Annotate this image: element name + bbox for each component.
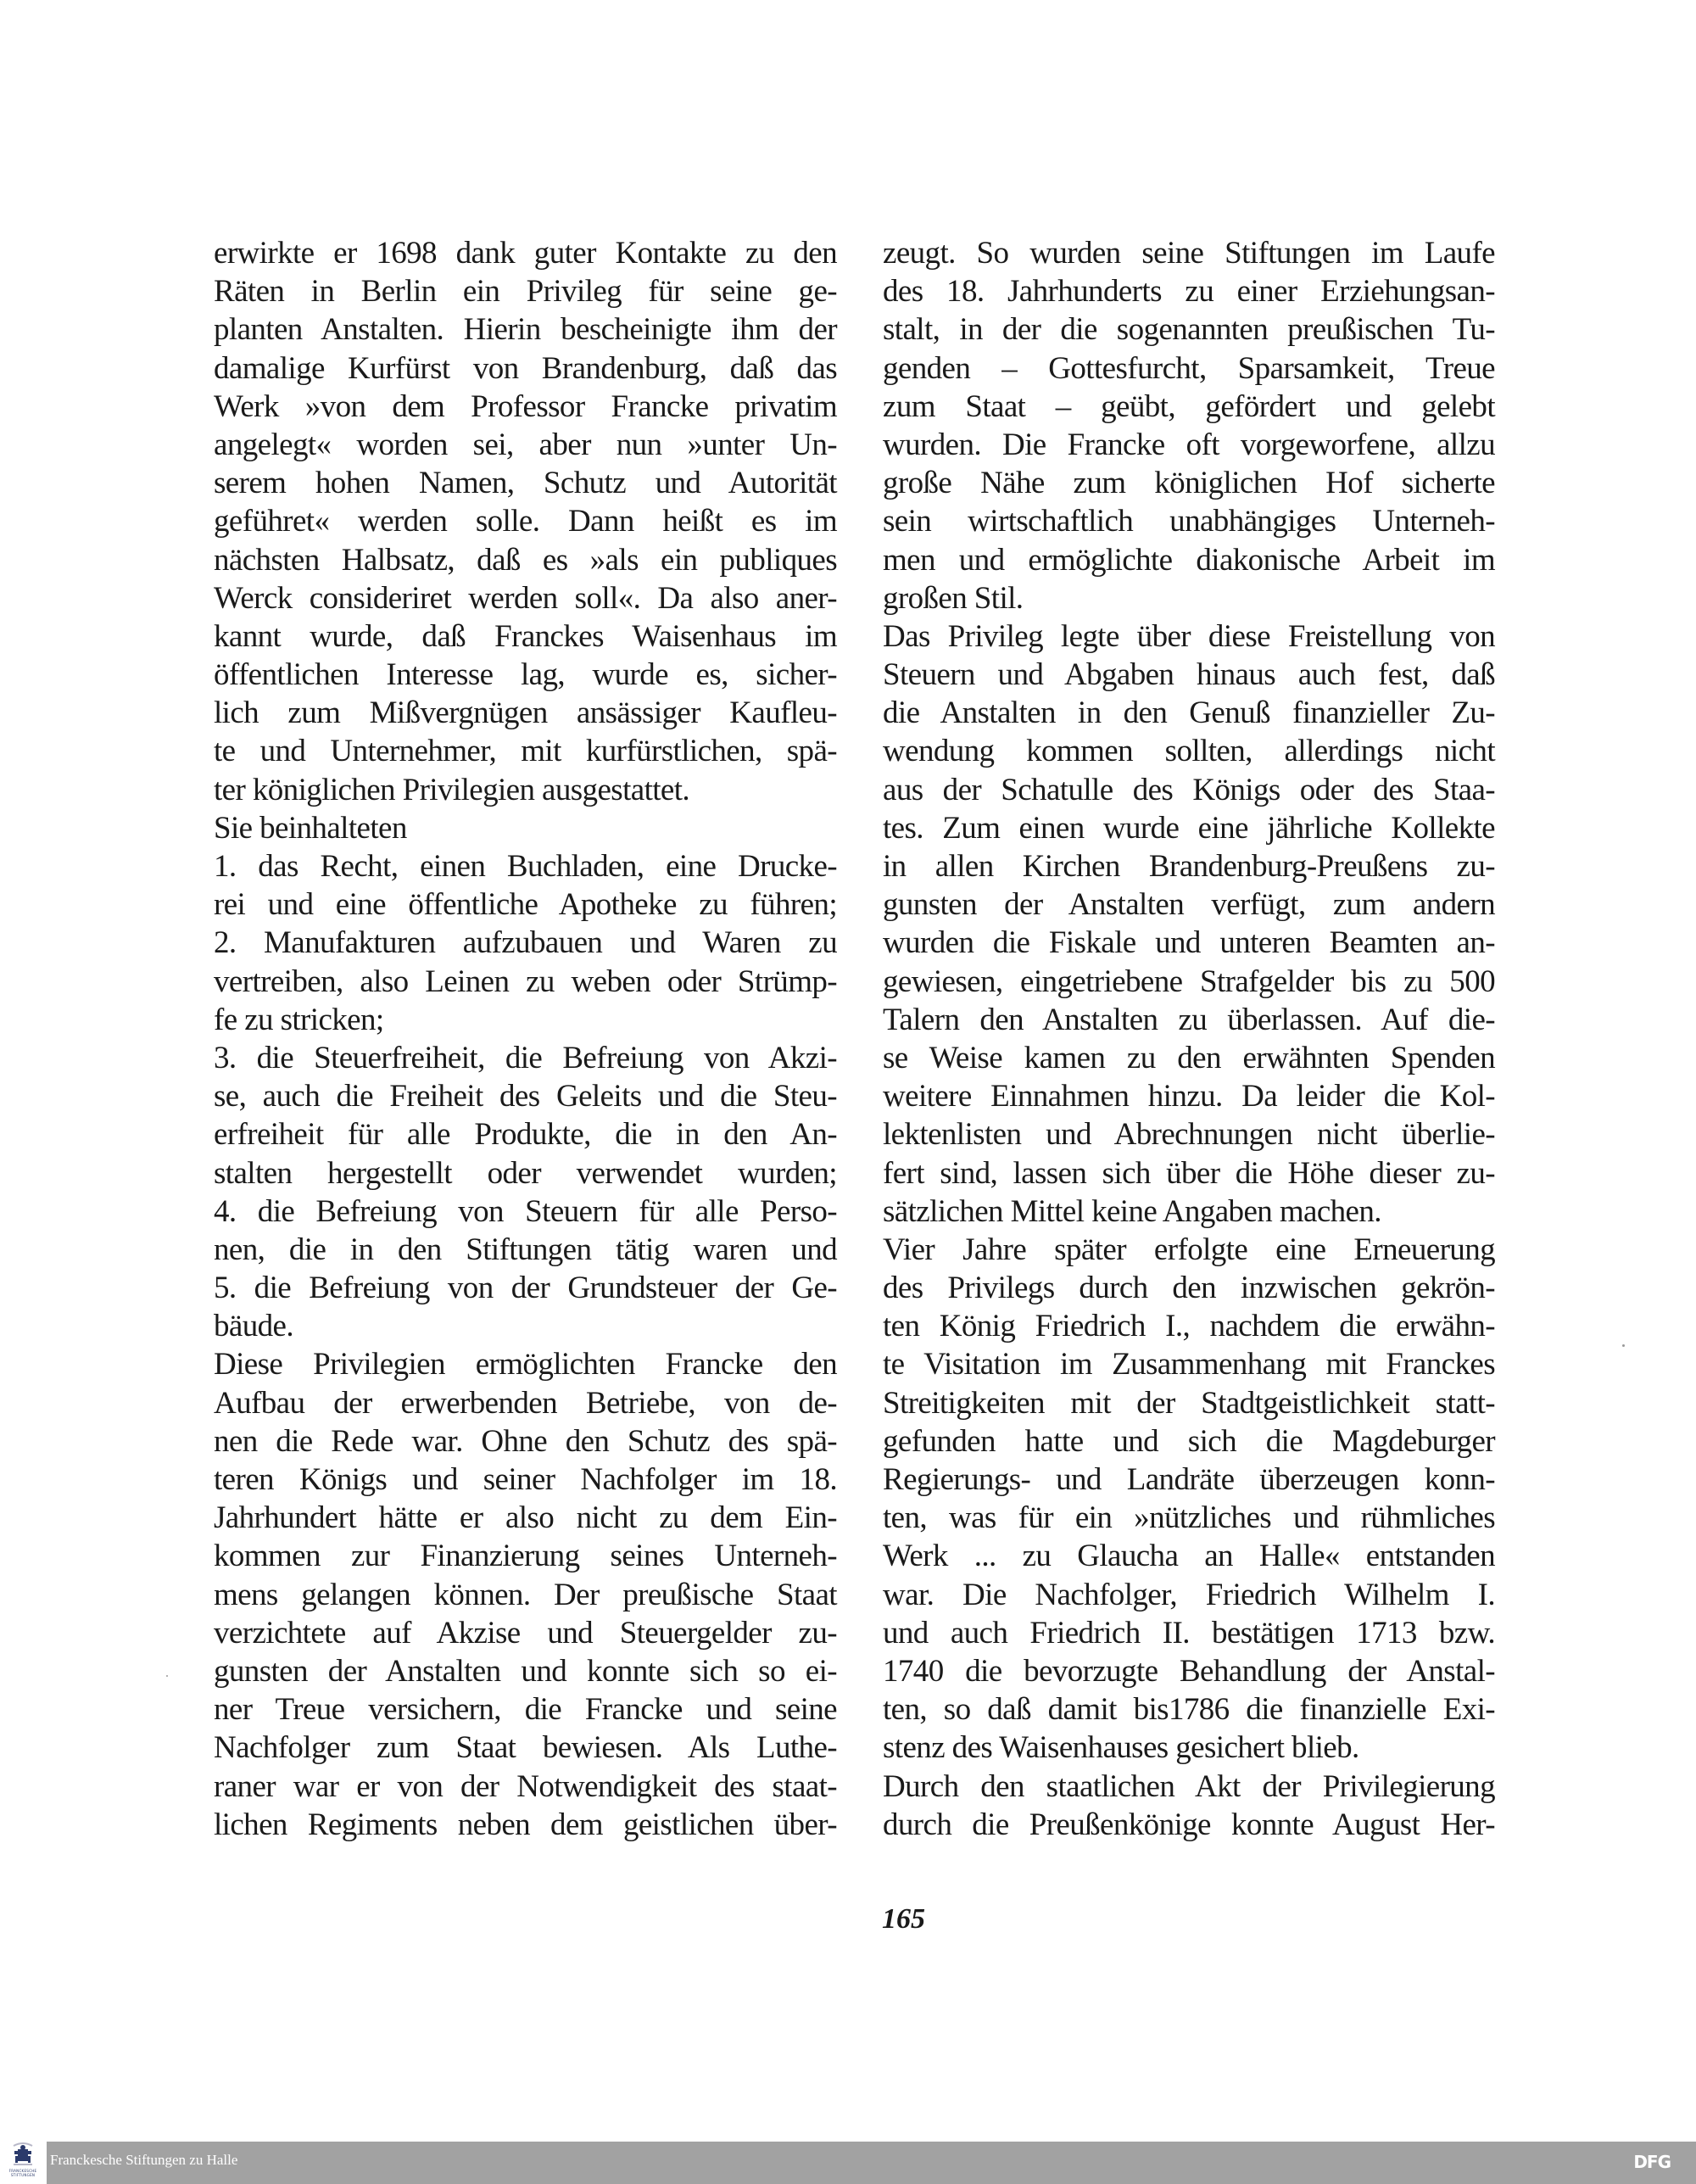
page-number: 165 bbox=[882, 1903, 925, 1935]
text-line: Streitigkeiten mit der Stadtgeistlichkeit statt- bbox=[883, 1385, 1495, 1421]
text-line: erfreiheit für alle Produkte, die in den An- bbox=[214, 1117, 837, 1153]
dfg-logo[interactable]: DFG bbox=[1633, 2152, 1671, 2172]
logo-caption: FRANCKESCHE STIFTUNGEN bbox=[8, 2169, 37, 2177]
text-line: Vier Jahre später erfolgte eine Erneuerung bbox=[883, 1232, 1495, 1267]
text-line: wendung kommen sollten, allerdings nicht bbox=[883, 734, 1495, 769]
text-line: stalten hergestellt oder verwendet wurden; bbox=[214, 1155, 837, 1191]
text-line: Regierungs- und Landräte überzeugen konn- bbox=[883, 1462, 1495, 1497]
footer-bar bbox=[47, 2142, 1696, 2184]
text-line: Durch den staatlichen Akt der Privilegierung bbox=[883, 1768, 1495, 1804]
text-line: Aufbau der erwerbenden Betriebe, von de- bbox=[214, 1385, 837, 1421]
text-line: Jahrhundert hätte er also nicht zu dem Ein- bbox=[214, 1500, 837, 1536]
text-line: wurden die Fiskale und unteren Beamten an- bbox=[883, 925, 1495, 961]
text-line: men und ermöglichte diakonische Arbeit im bbox=[883, 542, 1495, 578]
text-line: gewiesen, eingetriebene Strafgelder bis zu 500 bbox=[883, 964, 1495, 999]
text-line: lich zum Mißvergnügen ansässiger Kaufleu- bbox=[214, 695, 837, 731]
text-line: Nachfolger zum Staat bewiesen. Als Luthe- bbox=[214, 1730, 837, 1766]
text-line: angelegt« worden sei, aber nun »unter Un- bbox=[214, 427, 837, 462]
text-line: Werck consideriret werden soll«. Da also aner- bbox=[214, 580, 837, 616]
text-line: 1. das Recht, einen Buchladen, eine Drucke- bbox=[214, 849, 837, 884]
text-line: lichen Regiments neben dem geistlichen über- bbox=[214, 1807, 837, 1842]
text-line: se Weise kamen zu den erwähnten Spenden bbox=[883, 1040, 1495, 1075]
text-line: weitere Einnahmen hinzu. Da leider die Kol- bbox=[883, 1079, 1495, 1114]
text-line: 2. Manufakturen aufzubauen und Waren zu bbox=[214, 925, 837, 961]
text-line: Talern den Anstalten zu überlassen. Auf die- bbox=[883, 1002, 1495, 1037]
text-line: Diese Privilegien ermöglichten Francke den bbox=[214, 1347, 837, 1382]
text-line: zum Staat – geübt, gefördert und gelebt bbox=[883, 388, 1495, 424]
text-line: nen, die in den Stiftungen tätig waren und bbox=[214, 1232, 837, 1267]
text-line: damalige Kurfürst von Brandenburg, daß das bbox=[214, 350, 837, 386]
text-line: mens gelangen können. Der preußische Staat bbox=[214, 1577, 837, 1612]
text-line: ter königlichen Privilegien ausgestattet. bbox=[214, 772, 690, 807]
text-line: ten König Friedrich I., nachdem die erwähn- bbox=[883, 1309, 1495, 1344]
text-line: zeugt. So wurden seine Stiftungen im Laufe bbox=[883, 236, 1495, 271]
text-line: erwirkte er 1698 dank guter Kontakte zu den bbox=[214, 236, 837, 271]
text-line: fert sind, lassen sich über die Höhe dieser zu- bbox=[883, 1155, 1495, 1191]
text-line: ten, was für ein »nützliches und rühmliches bbox=[883, 1500, 1495, 1536]
text-line: Werk ... zu Glaucha an Halle« entstanden bbox=[883, 1539, 1495, 1574]
text-line: serem hohen Namen, Schutz und Autorität bbox=[214, 466, 837, 501]
text-line: 3. die Steuerfreiheit, die Befreiung von Akzi- bbox=[214, 1040, 837, 1075]
text-line: gefunden hatte und sich die Magdeburger bbox=[883, 1423, 1495, 1459]
text-line: große Nähe zum königlichen Hof sicherte bbox=[883, 466, 1495, 501]
text-line: 1740 die bevorzugte Behandlung der Anstal- bbox=[883, 1653, 1495, 1689]
text-line: aus der Schatulle des Königs oder des Staa- bbox=[883, 772, 1495, 807]
institution-logo-icon bbox=[8, 2141, 37, 2168]
text-line: Räten in Berlin ein Privileg für seine ge- bbox=[214, 274, 837, 310]
text-line: durch die Preußenkönige konnte August Her- bbox=[883, 1807, 1495, 1842]
text-line: rei und eine öffentliche Apotheke zu führen; bbox=[214, 887, 837, 923]
text-line: stalt, in der die sogenannten preußischen Tu- bbox=[883, 312, 1495, 348]
text-column-left bbox=[214, 234, 837, 1844]
text-line: bäude. bbox=[214, 1309, 293, 1344]
text-line: te Visitation im Zusammenhang mit Franckes bbox=[883, 1347, 1495, 1382]
text-line: geführet« werden solle. Dann heißt es im bbox=[214, 504, 837, 539]
text-column-right bbox=[883, 234, 1495, 1844]
text-line: die Anstalten in den Genuß finanzieller Zu- bbox=[883, 695, 1495, 731]
text-line: ten, so daß damit bis1786 die finanzielle Exi- bbox=[883, 1692, 1495, 1728]
text-line: fe zu stricken; bbox=[214, 1002, 384, 1037]
text-line: gunsten der Anstalten und konnte sich so ei- bbox=[214, 1653, 837, 1689]
viewer-footer bbox=[0, 2137, 1696, 2184]
text-line: nächsten Halbsatz, daß es »als ein publiques bbox=[214, 542, 837, 578]
text-line: wurden. Die Francke oft vorgeworfene, allzu bbox=[883, 427, 1495, 462]
text-line: planten Anstalten. Hierin bescheinigte ihm der bbox=[214, 312, 837, 348]
text-line: teren Königs und seiner Nachfolger im 18. bbox=[214, 1462, 837, 1497]
text-line: kannt wurde, daß Franckes Waisenhaus im bbox=[214, 618, 837, 654]
text-line: gunsten der Anstalten verfügt, zum andern bbox=[883, 887, 1495, 923]
text-line: Werk »von dem Professor Francke privatim bbox=[214, 388, 837, 424]
text-line: genden – Gottesfurcht, Sparsamkeit, Treue bbox=[883, 350, 1495, 386]
scan-speck bbox=[166, 1675, 168, 1677]
scan-speck bbox=[1622, 1344, 1625, 1347]
text-line: se, auch die Freiheit des Geleits und die Steu- bbox=[214, 1079, 837, 1114]
text-line: öffentlichen Interesse lag, wurde es, sicher- bbox=[214, 657, 837, 693]
text-line: sätzlichen Mittel keine Angaben machen. bbox=[883, 1193, 1381, 1229]
text-line: Steuern und Abgaben hinaus auch fest, daß bbox=[883, 657, 1495, 693]
text-line: Das Privileg legte über diese Freistellung von bbox=[883, 618, 1495, 654]
text-line: war. Die Nachfolger, Friedrich Wilhelm I. bbox=[883, 1577, 1495, 1612]
text-line: lektenlisten und Abrechnungen nicht überlie- bbox=[883, 1117, 1495, 1153]
text-line: stenz des Waisenhauses gesichert blieb. bbox=[883, 1730, 1359, 1766]
text-line: in allen Kirchen Brandenburg-Preußens zu- bbox=[883, 849, 1495, 884]
footer-title-link[interactable]: Franckesche Stiftungen zu Halle bbox=[50, 2152, 238, 2168]
franckesche-stiftungen-logo[interactable] bbox=[0, 2137, 46, 2184]
text-line: großen Stil. bbox=[883, 580, 1024, 616]
text-line: kommen zur Finanzierung seines Unterneh- bbox=[214, 1539, 837, 1574]
text-line: Sie beinhalteten bbox=[214, 810, 407, 846]
text-line: nen die Rede war. Ohne den Schutz des spä- bbox=[214, 1423, 837, 1459]
text-line: te und Unternehmer, mit kurfürstlichen, spä- bbox=[214, 734, 837, 769]
text-line: des Privilegs durch den inzwischen gekrön- bbox=[883, 1271, 1495, 1306]
text-line: raner war er von der Notwendigkeit des staat- bbox=[214, 1768, 837, 1804]
text-line: des 18. Jahrhunderts zu einer Erziehungsan- bbox=[883, 274, 1495, 310]
text-line: 4. die Befreiung von Steuern für alle Perso- bbox=[214, 1193, 837, 1229]
text-line: und auch Friedrich II. bestätigen 1713 bzw. bbox=[883, 1615, 1495, 1651]
text-line: ner Treue versichern, die Francke und seine bbox=[214, 1692, 837, 1728]
text-line: sein wirtschaftlich unabhängiges Unterneh- bbox=[883, 504, 1495, 539]
text-line: tes. Zum einen wurde eine jährliche Kollekte bbox=[883, 810, 1495, 846]
text-line: vertreiben, also Leinen zu weben oder Strümp- bbox=[214, 964, 837, 999]
text-line: 5. die Befreiung von der Grundsteuer der Ge- bbox=[214, 1271, 837, 1306]
text-line: verzichtete auf Akzise und Steuergelder zu- bbox=[214, 1615, 837, 1651]
